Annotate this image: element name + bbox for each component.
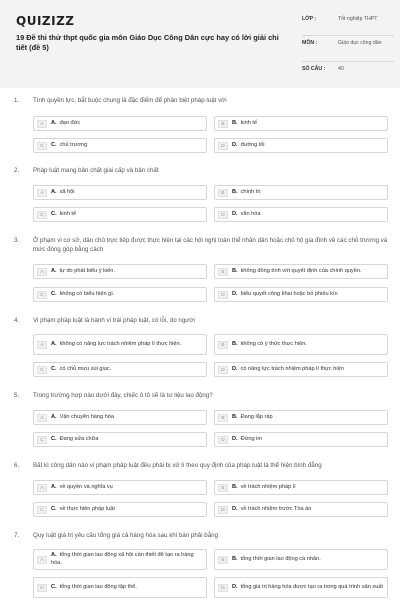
option-text: tổng thời gian lao động tập thể.	[59, 583, 137, 590]
option-text: không đồng tình với quyết định của chính quyền.	[240, 267, 362, 274]
option-label: C.	[51, 290, 57, 297]
question-text: Vi phạm pháp luật là hành vi trái pháp luật, có lỗi, do người	[33, 317, 195, 324]
option-4a[interactable]	[33, 334, 207, 355]
option-label: C.	[51, 141, 57, 148]
option-text: chính trị	[240, 188, 261, 195]
meta-grade-key: LỚP :	[302, 16, 317, 22]
question-number: 6.	[14, 462, 20, 469]
option-letter-badge: C	[37, 142, 47, 150]
question-number: 4.	[14, 317, 20, 324]
option-text: kinh tế	[240, 119, 258, 126]
question-number: 1.	[14, 97, 20, 104]
option-6d[interactable]	[214, 502, 388, 517]
option-text: tự do phát biểu ý kiến.	[59, 267, 115, 274]
option-3b[interactable]	[214, 264, 388, 279]
option-1c[interactable]	[33, 138, 207, 153]
option-letter-badge: B	[218, 268, 228, 276]
option-text: có năng lực trách nhiệm pháp lí thực hiện	[240, 365, 344, 372]
option-label: B.	[232, 413, 238, 420]
option-2d[interactable]	[214, 207, 388, 222]
worksheet-header	[0, 0, 400, 88]
option-letter-badge: C	[37, 211, 47, 219]
option-label: C.	[51, 365, 57, 372]
option-label: C.	[51, 505, 57, 512]
option-4b[interactable]	[214, 334, 388, 355]
option-text: Đang sửa chữa	[59, 435, 99, 442]
option-label: A.	[51, 340, 57, 347]
option-text: không có biểu hiện gì.	[59, 290, 115, 297]
question-text: Quy luật giá trị yêu cầu tổng giá cả hàng hóa sau khi bán phải bằng	[33, 532, 219, 539]
option-5d[interactable]	[214, 432, 388, 447]
option-text: đạo đức	[59, 119, 81, 126]
option-label: D.	[232, 290, 238, 297]
option-6a[interactable]	[33, 480, 207, 495]
option-text: không có năng lực trách nhiệm pháp lí thực hiện.	[59, 340, 182, 347]
option-1a[interactable]	[33, 116, 207, 131]
option-1d[interactable]	[214, 138, 388, 153]
meta-count-key: SỐ CÂU :	[302, 66, 326, 72]
option-letter-badge: C	[37, 291, 47, 299]
question-text: Bất kì công dân nào vi phạm pháp luật đều phải bị xử lí theo quy định của pháp luật là thể hiện bình đẳng	[33, 462, 322, 469]
quizizz-logo: QUIZIZZ	[16, 14, 75, 28]
option-letter-badge: A	[37, 268, 47, 276]
option-text: tổng thời gian lao động xã hội cần thiết để tạo ra hàng hóa.	[51, 552, 194, 566]
option-5b[interactable]	[214, 410, 388, 425]
option-letter-badge: B	[218, 484, 228, 492]
option-label: B.	[232, 267, 238, 274]
option-letter-badge: B	[218, 120, 228, 128]
option-letter-badge: D	[218, 436, 228, 444]
option-letter-badge: B	[218, 189, 228, 197]
option-7d[interactable]	[214, 577, 388, 598]
option-label: C.	[51, 435, 57, 442]
option-letter-badge: A	[37, 341, 47, 349]
option-letter-badge: C	[37, 506, 47, 514]
option-6c[interactable]	[33, 502, 207, 517]
option-label: A.	[51, 119, 57, 126]
option-letter-badge: D	[218, 506, 228, 514]
meta-count-value: 40	[338, 66, 344, 72]
option-text: không có ý thức thực hiện.	[240, 340, 307, 347]
option-label: C.	[51, 583, 57, 590]
option-text: kinh tế	[59, 210, 77, 217]
option-2b[interactable]	[214, 185, 388, 200]
question-text: Ở phạm vi cơ sở, dân chủ trực tiếp được thực hiện tại các hội nghị toàn thể nhân dân hoặc chủ hộ gia đình về các chủ trương và mức đóng góp bằng cách	[33, 237, 388, 253]
option-letter-badge: B	[218, 556, 228, 564]
option-text: về trách nhiệm trước Tòa án	[240, 505, 312, 512]
option-5c[interactable]	[33, 432, 207, 447]
option-text: biểu quyết công khai hoặc bỏ phiếu kín	[240, 290, 338, 297]
option-label: B.	[232, 483, 238, 490]
option-letter-badge: D	[218, 291, 228, 299]
option-text: về quyền và nghĩa vụ	[59, 483, 113, 490]
option-letter-badge: D	[218, 366, 228, 374]
option-letter-badge: A	[37, 414, 47, 422]
option-letter-badge: A	[37, 120, 47, 128]
option-text: Đang lắp ráp	[240, 413, 273, 420]
option-label: D.	[232, 435, 238, 442]
option-2c[interactable]	[33, 207, 207, 222]
option-label: D.	[232, 210, 238, 217]
option-text: tổng thời gian lao động cá nhân.	[240, 555, 321, 562]
option-letter-badge: C	[37, 366, 47, 374]
option-text: về thực hiện pháp luật	[59, 505, 115, 512]
question-text: Tính quyền lực, bắt buộc chung là đặc điểm để phân biệt pháp luật với	[33, 97, 227, 104]
option-text: văn hóa	[240, 210, 261, 217]
option-text: xã hội	[59, 188, 75, 195]
option-3c[interactable]	[33, 287, 207, 302]
option-text: đường lối	[240, 141, 265, 148]
option-label: D.	[232, 141, 238, 148]
option-label: D.	[232, 365, 238, 372]
question-text: Pháp luật mang bản chất giai cấp và bản chất	[33, 167, 159, 174]
option-3a[interactable]	[33, 264, 207, 279]
question-number: 2.	[14, 167, 20, 174]
meta-subject-value: Giáo dục công dân	[338, 40, 382, 46]
option-text: Vận chuyển hàng hóa	[59, 413, 115, 420]
option-label: B.	[232, 119, 238, 126]
option-letter-badge: C	[37, 584, 47, 592]
option-text: về trách nhiệm pháp lí	[240, 483, 296, 490]
option-5a[interactable]	[33, 410, 207, 425]
option-label: A.	[51, 188, 57, 195]
option-7c[interactable]	[33, 577, 207, 598]
option-letter-badge: A	[37, 556, 47, 564]
meta-grade-value: Tốt nghiệp THPT	[338, 16, 378, 22]
option-text: có chủ mưu xúi giục.	[59, 365, 112, 372]
option-label: B.	[232, 340, 238, 347]
option-label: D.	[232, 505, 238, 512]
option-3d[interactable]	[214, 287, 388, 302]
option-letter-badge: A	[37, 484, 47, 492]
option-4c[interactable]	[33, 362, 207, 377]
option-label: A.	[51, 483, 57, 490]
option-letter-badge: B	[218, 341, 228, 349]
option-letter-badge: C	[37, 436, 47, 444]
option-letter-badge: B	[218, 414, 228, 422]
option-letter-badge: D	[218, 211, 228, 219]
question-number: 7.	[14, 532, 20, 539]
option-text: tổng giá trị hàng hóa được tạo ra trong quá trình sản xuất	[240, 583, 383, 590]
question-number: 3.	[14, 237, 20, 244]
option-letter-badge: D	[218, 142, 228, 150]
option-letter-badge: A	[37, 189, 47, 197]
option-6b[interactable]	[214, 480, 388, 495]
option-7b[interactable]	[214, 549, 388, 570]
option-letter-badge: D	[218, 584, 228, 592]
option-label: D.	[232, 583, 238, 590]
option-7a[interactable]	[33, 549, 207, 570]
option-label: C.	[51, 210, 57, 217]
option-label: B.	[232, 555, 238, 562]
worksheet-title: 19 Đề thi thử thpt quốc gia môn Giáo Dục Công Dân cực hay có lời giải chi tiết (đề 5)	[16, 33, 279, 52]
meta-subject-key: MÔN :	[302, 40, 318, 46]
option-text: Đứng im	[240, 435, 263, 442]
question-number: 5.	[14, 392, 20, 399]
option-label: A.	[51, 552, 57, 558]
option-label: A.	[51, 267, 57, 274]
option-2a[interactable]	[33, 185, 207, 200]
question-text: Trong trường hợp nào dưới đây, chiếc ô tô sẽ là tư liệu lao động?	[33, 392, 213, 399]
option-text: chủ trương	[59, 141, 88, 148]
option-1b[interactable]	[214, 116, 388, 131]
option-label: B.	[232, 188, 238, 195]
option-4d[interactable]	[214, 362, 388, 377]
option-label: A.	[51, 413, 57, 420]
